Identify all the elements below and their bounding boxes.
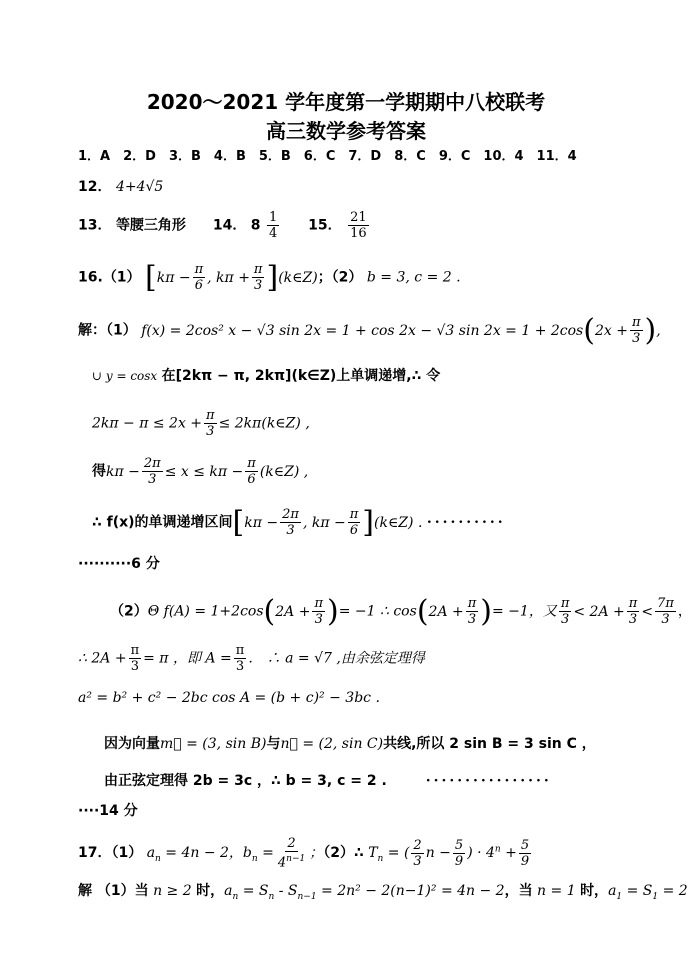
q14-fraction: $\frac{1}{4}$ [268, 210, 278, 241]
vector-collinear-line: 因为向量m⃗ = (3, sin B)与n⃗ = (2, sin C)共线,所以 2 sin B = 3 sin C ， [104, 736, 596, 752]
solution-16-line3: 2kπ − π ≤ 2x + $\frac{\pi}{3}$ ≤ 2kπ(k∈Z) , [92, 408, 310, 439]
solution-16-part2-line2: ∴ 2A + $\frac{\pi}{3}$ = π ，即 A = $\frac{\pi}{3}$ ． ∴ a = √7 ,由余弦定理得 [78, 643, 425, 674]
answers-row-1-11: 1．A 2．D 3．B 4．B 5．B 6．C 7．D 8．C 9．C 10．4 11．4 [78, 149, 577, 164]
answers-13-15 [78, 210, 371, 241]
doc-title-line2: 高三数学参考答案 [266, 119, 426, 143]
solution-16-line4: 得kπ − $\frac{2\pi}{3}$ ≤ x ≤ kπ − $\frac{\pi}{6}$ (k∈Z) , [92, 456, 309, 487]
answer-12 [78, 176, 163, 196]
solution-16-part2-line1: （2）Θ f(A) = 1+2cos(2A + $\frac{\pi}{3}$ )= −1 ∴ cos(2A + $\frac{\pi}{3}$ )= −1，又 $\frac{\pi}{3}$ < 2A + $\frac{\pi}{3}$ < $\frac{7\pi}{3}$ ， [110, 593, 692, 629]
q15-label: 15． [308, 217, 342, 234]
q12-value: 4+4√5 [115, 179, 164, 195]
cosine-law-line: a² = b² + c² − 2bc cos A = (b + c)² − 3bc . [78, 690, 380, 706]
answer-16-summary: 16.（1） [kπ − $\frac{\pi}{6}$ , kπ + $\frac{\pi}{3}$ ](k∈Z)；（2） b = 3, c = 2 . [78, 259, 461, 295]
solution-16-line1: 解：（1） f(x) = 2cos² x − √3 sin 2x = 1 + cos 2x − √3 sin 2x = 1 + 2cos(2x + $\frac{\pi}{3}$ ), [78, 312, 661, 348]
score-14: ····14 分 [78, 803, 138, 819]
score-6: ··········6 分 [78, 556, 160, 572]
q16-interval: [kπ − $\frac{\pi}{6}$ , kπ + $\frac{\pi}{3}$ ](k∈Z) [145, 259, 318, 295]
q13-value: 等腰三角形 [115, 217, 186, 234]
q12-label: 12． [78, 179, 112, 195]
q14-label: 14． [212, 217, 247, 234]
answer-17-summary: 17．（1） $a_n = 4n - 2$，$b_n$ = $\frac{2}{4^{n-1}}$ ；（2）∴ $T_n$ = ( $\frac{2}{3}$ n − $\frac{5}{9}$ ) · $4^n$ + $\frac{5}{9}$ [78, 836, 530, 871]
solution-16-line5: ∴ f(x)的单调递增区间[kπ − $\frac{2\pi}{3}$ , kπ − $\frac{\pi}{6}$ ](k∈Z) . ·········· [92, 504, 506, 540]
solution-17-line1: 解 （1）当 n ≥ 2 时，$a_n = S_n - S_{n-1} = 2n^2 - 2(n-1)^2 = 4n - 2$，当 n = 1 时，$a_1 = S_1 = 2$ [78, 883, 688, 902]
solution-16-line2: ∪ y = cosx 在[2kπ − π, 2kπ](k∈Z)上单调递增,∴ 令 [92, 368, 441, 384]
q15-fraction: $\frac{21}{16}$ [350, 210, 367, 241]
doc-title-line1: 2020～2021 学年度第一学期期中八校联考 [146, 90, 546, 114]
sine-law-line: 由正弦定理得 2b = 3c ，∴ b = 3, c = 2 . ················ [104, 773, 552, 789]
q13-label: 13． [78, 217, 112, 234]
q16-label: 16. [78, 269, 103, 286]
q16-answer-2: b = 3, c = 2 . [366, 269, 461, 286]
q14-value-a: 8 [250, 217, 261, 234]
